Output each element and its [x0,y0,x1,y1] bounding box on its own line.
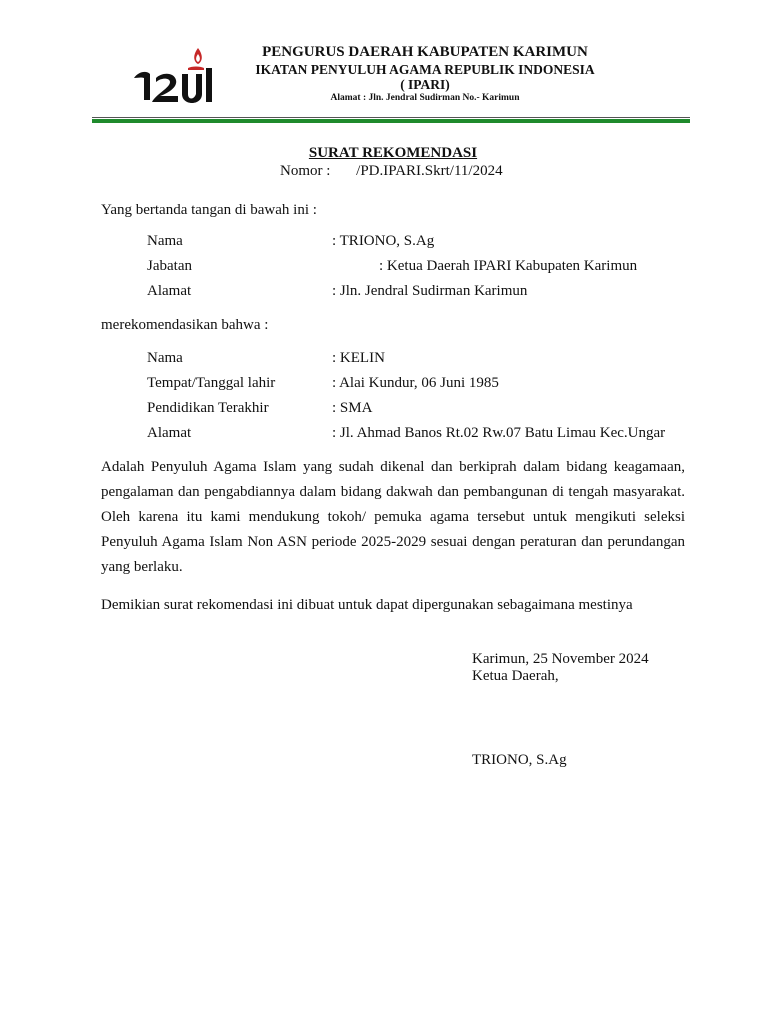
signature-name: TRIONO, S.Ag [472,752,567,768]
candidate-label-pendidikan: Pendidikan Terakhir [147,400,269,416]
candidate-value-pendidikan: : SMA [332,400,373,416]
letter-number-value: /PD.IPARI.Skrt/11/2024 [356,163,503,179]
org-name-line1: PENGURUS DAERAH KABUPATEN KARIMUN [262,44,588,60]
ipari-logo [128,44,214,108]
body-paragraph: Adalah Penyuluh Agama Islam yang sudah dikenal dan berkiprah dalam bidang keagamaan, pengalaman dan pengabdiannya dalam bidang dakwah dan pembangunan di tengah masyarakat. Oleh karena itu kami mendukung tokoh/ pemuka agama tersebut untuk mengikuti seleksi Penyuluh Agama Islam Non ASN periode 2025-2029 sesuai dengan peraturan dan perundangan yang berlaku. [101,459,685,575]
candidate-value-alamat: : Jl. Ahmad Banos Rt.02 Rw.07 Batu Limau Kec.Ungar [332,425,666,441]
signer-label-nama: Nama [147,233,183,249]
candidate-label-ttl: Tempat/Tanggal lahir [147,375,276,391]
org-name-line2: IKATAN PENYULUH AGAMA REPUBLIK INDONESIA [255,62,595,77]
candidate-label-alamat: Alamat [147,425,192,441]
org-address: Alamat : Jln. Jendral Sudirman No.- Karimun [330,93,520,103]
closing-text: Demikian surat rekomendasi ini dibuat untuk dapat dipergunakan sebagaimana mestinya [101,597,633,613]
intro-text: Yang bertanda tangan di bawah ini : [101,202,317,218]
letterhead-divider-thin [92,117,690,118]
letter-number [280,163,503,180]
signature-place-date: Karimun, 25 November 2024 [472,651,649,667]
candidate-label-nama: Nama [147,350,183,366]
signer-value-nama: : TRIONO, S.Ag [332,233,435,249]
signer-label-jabatan: Jabatan [147,258,192,274]
signer-label-alamat: Alamat [147,283,192,299]
letter-number-label: Nomor : [280,163,331,179]
signer-value-alamat: : Jln. Jendral Sudirman Karimun [332,283,528,299]
signer-value-jabatan: : Ketua Daerah IPARI Kabupaten Karimun [379,258,638,274]
candidate-value-ttl: : Alai Kundur, 06 Juni 1985 [332,375,499,391]
letter-title: SURAT REKOMENDASI [308,145,478,161]
signature-position: Ketua Daerah, [472,668,559,684]
org-name-line3: ( IPARI) [400,77,450,92]
recommends-text: merekomendasikan bahwa : [101,317,269,333]
candidate-value-nama: : KELIN [332,350,385,366]
letterhead-divider-green [92,119,690,123]
